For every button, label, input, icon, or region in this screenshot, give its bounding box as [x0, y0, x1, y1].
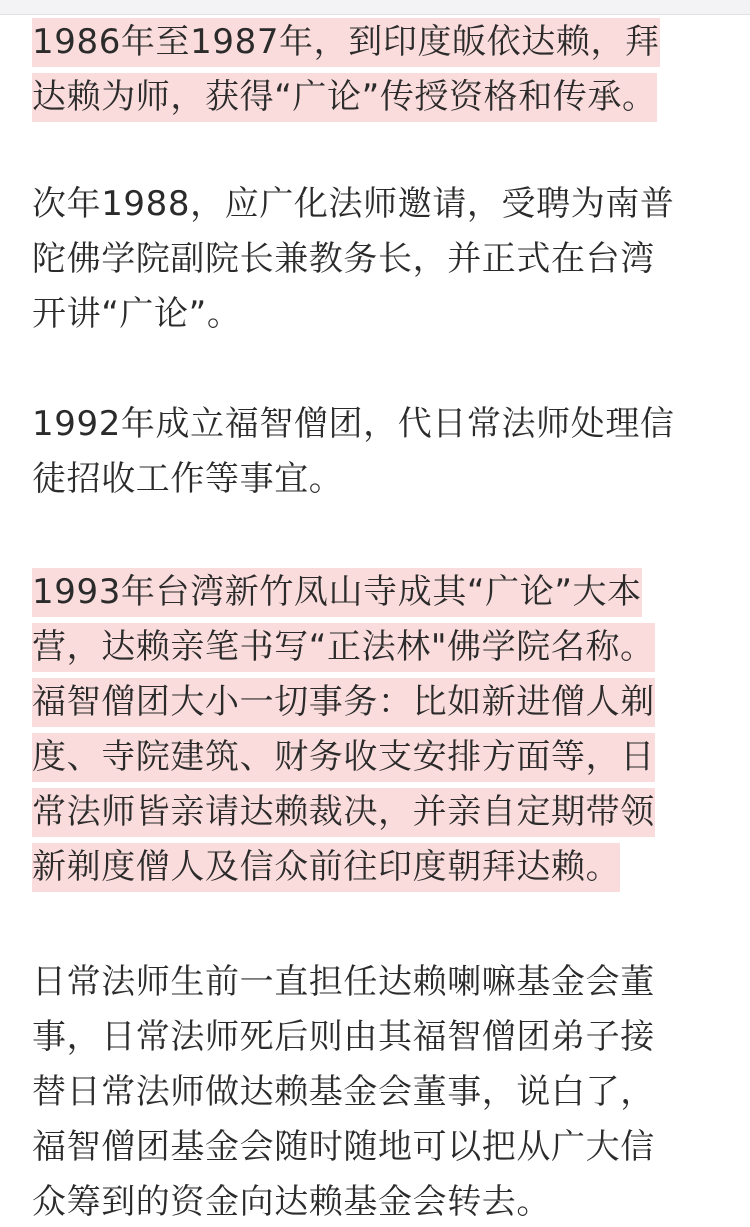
paragraph-line: 营，达赖亲笔书写“正法林"佛学院名称。 [32, 623, 655, 672]
paragraph-line: 常法师皆亲请达赖裁决，并亲自定期带领 [32, 788, 655, 837]
paragraph-line: 日常法师生前一直担任达赖喇嘛基金会董 [32, 962, 655, 1002]
paragraph-line: 开讲“广论”。 [32, 294, 242, 334]
paragraph-line: 替日常法师做达赖基金会董事，说白了， [32, 1072, 655, 1112]
paragraph-line: 度、寺院建筑、财务收支安排方面等，日 [32, 733, 655, 782]
paragraph-line: 1992年成立福智僧团，代日常法师处理信 [32, 404, 675, 444]
paragraph-line: 1986年至1987年，到印度皈依达赖，拜 [32, 18, 660, 67]
paragraph-line: 众筹到的资金向达赖基金会转去。 [32, 1182, 551, 1222]
paragraph-line: 陀佛学院副院长兼教务长，并正式在台湾 [32, 239, 655, 279]
paragraph-line: 1993年台湾新竹凤山寺成其“广论”大本 [32, 568, 642, 617]
top-status-strip [0, 0, 750, 15]
paragraph-line: 事，日常法师死后则由其福智僧团弟子接 [32, 1017, 655, 1057]
paragraph-line: 达赖为师，获得“广论”传授资格和传承。 [32, 73, 657, 122]
paragraph-line: 新剃度僧人及信众前往印度朝拜达赖。 [32, 843, 620, 892]
paragraph-line: 福智僧团大小一切事务：比如新进僧人剃 [32, 678, 655, 727]
paragraph-line: 徒招收工作等事宜。 [32, 459, 344, 499]
paragraph-line: 次年1988，应广化法师邀请，受聘为南普 [32, 184, 675, 224]
paragraph-line: 福智僧团基金会随时随地可以把从广大信 [32, 1127, 655, 1167]
